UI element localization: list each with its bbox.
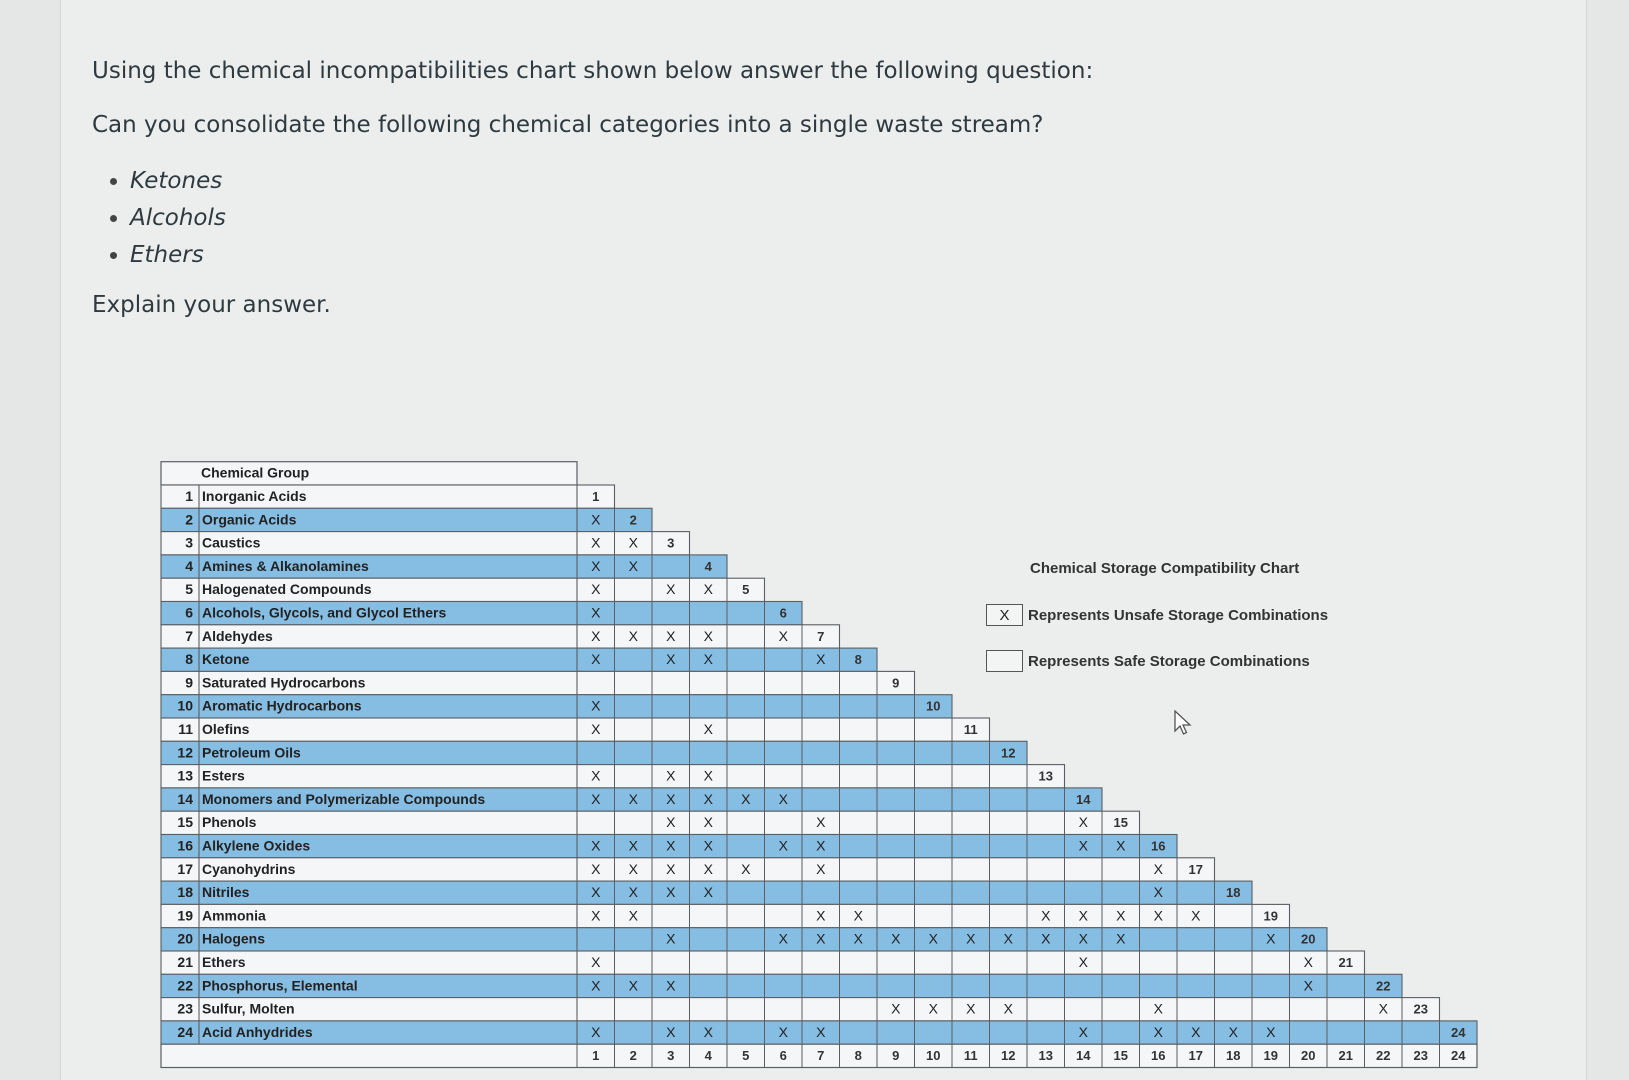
incompatible-mark: X	[816, 651, 826, 668]
legend-unsafe-label: Represents Unsafe Storage Combinations	[1028, 607, 1329, 624]
row-group-name: Petroleum Oils	[202, 744, 301, 761]
row-group-name: Monomers and Polymerizable Compounds	[202, 790, 486, 807]
incompatible-mark: X	[816, 907, 826, 924]
incompatible-mark: X	[591, 790, 601, 807]
incompatible-mark: X	[1116, 907, 1126, 924]
row-group-name: Olefins	[202, 721, 250, 737]
incompatible-mark: X	[1191, 907, 1201, 924]
table-row	[161, 788, 1102, 811]
incompatible-mark: X	[591, 511, 601, 528]
diagonal-label: 6	[779, 605, 787, 621]
incompatible-mark: X	[741, 790, 751, 807]
incompatible-mark: X	[816, 1023, 826, 1040]
row-group-name: Organic Acids	[202, 511, 297, 528]
diagonal-label: 16	[1151, 838, 1166, 854]
diagonal-label: 22	[1376, 978, 1391, 994]
row-number: 22	[177, 977, 193, 994]
table-row	[161, 555, 727, 578]
incompatible-mark: X	[703, 1023, 713, 1040]
row-number: 12	[177, 744, 193, 761]
incompatible-mark: X	[778, 837, 788, 854]
incompatible-mark: X	[1303, 954, 1313, 970]
incompatible-mark: X	[966, 1000, 976, 1017]
row-group-name: Alkylene Oxides	[202, 837, 311, 854]
column-number: 7	[817, 1048, 825, 1064]
incompatible-mark: X	[591, 907, 601, 924]
bullet-icon	[110, 215, 117, 222]
incompatible-mark: X	[1003, 1000, 1013, 1017]
column-number: 20	[1301, 1048, 1316, 1064]
incompatible-mark: X	[741, 860, 751, 877]
incompatible-mark: X	[1303, 977, 1313, 994]
diagonal-label: 23	[1413, 1001, 1428, 1017]
diagonal-label: 1	[592, 489, 600, 504]
column-number: 10	[926, 1048, 941, 1064]
row-number: 20	[177, 930, 193, 947]
column-number: 19	[1263, 1048, 1278, 1064]
table-row	[161, 648, 877, 671]
incompatible-mark: X	[666, 977, 676, 994]
diagonal-label: 9	[892, 675, 900, 691]
incompatible-mark: X	[703, 814, 713, 831]
row-number: 19	[177, 907, 193, 924]
row-number: 8	[185, 651, 193, 668]
column-number: 3	[667, 1048, 675, 1064]
incompatible-mark: X	[853, 930, 863, 947]
incompatible-mark: X	[1116, 837, 1126, 854]
incompatible-mark: X	[778, 1023, 788, 1040]
incompatible-mark: X	[1078, 814, 1088, 831]
incompatible-mark: X	[966, 930, 976, 947]
row-number: 9	[185, 674, 193, 691]
incompatible-mark: X	[778, 930, 788, 947]
table-row	[161, 881, 1252, 904]
incompatible-mark: X	[1266, 930, 1276, 947]
column-number: 5	[742, 1048, 750, 1064]
incompatible-mark: X	[628, 534, 638, 551]
row-group-name: Sulfur, Molten	[202, 1000, 295, 1017]
incompatible-mark: X	[591, 1023, 601, 1040]
row-number: 5	[185, 581, 193, 598]
list-item	[110, 168, 226, 205]
list-item	[110, 205, 226, 242]
incompatible-mark: X	[1078, 907, 1088, 924]
header-label: Chemical Group	[201, 464, 310, 481]
table-row	[161, 1021, 1477, 1044]
row-number: 4	[185, 557, 193, 574]
incompatible-mark: X	[928, 930, 938, 947]
incompatible-mark: X	[666, 627, 676, 644]
incompatible-mark: X	[628, 884, 638, 901]
table-row	[161, 974, 1402, 997]
row-number: 6	[185, 604, 193, 621]
row-group-name: Acid Anhydrides	[202, 1023, 313, 1040]
table-row	[161, 858, 1215, 881]
table-row	[161, 508, 652, 531]
row-group-name: Cyanohydrins	[202, 860, 296, 877]
incompatible-mark: X	[1153, 1000, 1163, 1017]
row-background	[161, 951, 1365, 974]
diagonal-label: 11	[963, 722, 978, 737]
incompatible-mark: X	[628, 977, 638, 994]
row-group-name: Esters	[202, 767, 245, 784]
row-group-name: Ammonia	[202, 907, 266, 924]
incompatible-mark: X	[591, 884, 601, 901]
column-number: 12	[1001, 1048, 1016, 1064]
category-label: Alcohols	[130, 205, 226, 231]
column-number: 1	[592, 1048, 600, 1064]
legend-safe	[986, 650, 1406, 674]
diagonal-label: 24	[1451, 1024, 1466, 1040]
incompatible-mark: X	[1191, 1023, 1201, 1040]
row-group-name: Phenols	[202, 814, 257, 831]
incompatible-mark: X	[666, 930, 676, 947]
column-number: 18	[1226, 1048, 1241, 1064]
incompatible-mark: X	[591, 557, 601, 574]
row-number: 18	[177, 884, 193, 901]
row-group-name: Saturated Hydrocarbons	[202, 674, 366, 691]
table-row	[161, 951, 1365, 974]
column-number: 16	[1151, 1048, 1166, 1064]
incompatible-mark: X	[853, 907, 863, 924]
row-group-name: Ethers	[202, 954, 246, 970]
table-row	[161, 904, 1290, 927]
chart-title: Chemical Storage Compatibility Chart	[1030, 560, 1300, 577]
column-number: 2	[629, 1048, 637, 1064]
table-row	[161, 718, 990, 741]
row-background	[161, 811, 1140, 834]
category-label: Ethers	[130, 242, 204, 268]
diagonal-label: 21	[1338, 955, 1353, 970]
incompatible-mark: X	[666, 860, 676, 877]
diagonal-label: 19	[1263, 908, 1278, 924]
incompatible-mark: X	[703, 721, 713, 737]
incompatible-mark: X	[1153, 1023, 1163, 1040]
row-group-name: Halogenated Compounds	[202, 581, 372, 598]
column-number: 9	[892, 1048, 900, 1064]
incompatible-mark: X	[703, 767, 713, 784]
row-background	[161, 718, 990, 741]
diagonal-label: 15	[1113, 815, 1128, 831]
row-number: 3	[185, 534, 193, 551]
diagonal-label: 12	[1001, 745, 1016, 761]
row-number: 1	[185, 488, 193, 504]
incompatible-mark: X	[591, 977, 601, 994]
incompatible-mark: X	[591, 604, 601, 621]
incompatible-mark: X	[703, 837, 713, 854]
incompatible-mark: X	[666, 651, 676, 668]
incompatible-mark: X	[591, 697, 601, 714]
incompatible-mark: X	[1078, 930, 1088, 947]
table-row	[161, 835, 1177, 858]
row-group-name: Caustics	[202, 534, 261, 551]
incompatible-mark: X	[591, 767, 601, 784]
row-number: 16	[177, 837, 193, 854]
legend-x-swatch: X	[986, 604, 1023, 626]
incompatible-mark: X	[591, 721, 601, 737]
incompatible-mark: X	[591, 534, 601, 551]
row-number: 11	[178, 721, 193, 737]
diagonal-label: 10	[926, 698, 941, 714]
incompatible-mark: X	[666, 767, 676, 784]
incompatible-mark: X	[628, 790, 638, 807]
incompatible-mark: X	[891, 930, 901, 947]
incompatible-mark: X	[591, 954, 601, 970]
column-number: 22	[1376, 1048, 1391, 1064]
incompatible-mark: X	[1266, 1023, 1276, 1040]
bullet-icon	[110, 178, 117, 185]
bullet-icon	[110, 252, 117, 259]
mouse-pointer-icon	[1173, 710, 1193, 736]
incompatible-mark: X	[778, 790, 788, 807]
diagonal-label: 17	[1188, 861, 1203, 877]
table-row	[161, 602, 802, 625]
table-row	[161, 671, 915, 694]
row-number: 23	[177, 1000, 193, 1017]
column-number: 23	[1413, 1048, 1428, 1064]
column-number: 17	[1188, 1048, 1203, 1064]
incompatible-mark: X	[816, 930, 826, 947]
legend-safe-label: Represents Safe Storage Combinations	[1028, 653, 1310, 670]
incompatible-mark: X	[1078, 1023, 1088, 1040]
incompatible-mark: X	[666, 790, 676, 807]
incompatible-mark: X	[1153, 907, 1163, 924]
incompatible-mark: X	[666, 814, 676, 831]
category-label: Ketones	[130, 168, 223, 194]
legend-empty-swatch	[986, 650, 1023, 672]
incompatible-mark: X	[666, 1023, 676, 1040]
column-number: 8	[854, 1048, 862, 1064]
column-number-row	[161, 1044, 1477, 1067]
incompatible-mark: X	[1153, 884, 1163, 901]
incompatible-mark: X	[628, 860, 638, 877]
incompatible-mark: X	[591, 837, 601, 854]
diagonal-label: 8	[854, 652, 862, 668]
row-number: 14	[177, 790, 193, 807]
incompatible-mark: X	[1116, 930, 1126, 947]
incompatible-mark: X	[628, 837, 638, 854]
row-number: 13	[177, 767, 193, 784]
diagonal-label: 13	[1038, 768, 1053, 784]
row-group-name: Inorganic Acids	[202, 488, 307, 504]
question-intro: Using the chemical incompatibilities chart shown below answer the following question:	[92, 58, 1094, 84]
row-group-name: Amines & Alkanolamines	[202, 557, 369, 574]
incompatible-mark: X	[703, 651, 713, 668]
incompatible-mark: X	[816, 860, 826, 877]
incompatible-mark: X	[778, 627, 788, 644]
row-background	[161, 998, 1440, 1021]
table-row	[161, 811, 1140, 834]
row-background	[161, 765, 1065, 788]
incompatible-mark: X	[628, 627, 638, 644]
incompatible-mark: X	[703, 627, 713, 644]
incompatible-mark: X	[591, 627, 601, 644]
incompatible-mark: X	[1003, 930, 1013, 947]
question-prompt: Can you consolidate the following chemical categories into a single waste stream?	[92, 112, 1044, 138]
table-row	[161, 998, 1440, 1021]
table-row	[161, 928, 1327, 951]
row-group-name: Nitriles	[202, 884, 250, 901]
incompatible-mark: X	[1153, 860, 1163, 877]
column-number: 24	[1451, 1048, 1466, 1064]
row-number: 2	[185, 511, 193, 528]
row-number: 17	[177, 860, 193, 877]
incompatible-mark: X	[891, 1000, 901, 1017]
incompatible-mark: X	[666, 884, 676, 901]
row-group-name: Aldehydes	[202, 627, 273, 644]
row-number: 7	[185, 627, 193, 644]
row-background	[161, 858, 1215, 881]
incompatible-mark: X	[1078, 837, 1088, 854]
row-background	[161, 928, 1327, 951]
row-number: 24	[177, 1023, 193, 1040]
incompatible-mark: X	[1041, 907, 1051, 924]
diagonal-label: 14	[1076, 791, 1091, 807]
row-group-name: Halogens	[202, 930, 266, 947]
column-number: 4	[704, 1048, 712, 1064]
incompatible-mark: X	[628, 907, 638, 924]
column-number: 6	[779, 1048, 787, 1064]
column-number: 13	[1038, 1048, 1053, 1064]
legend-unsafe	[986, 604, 1406, 628]
table-row	[161, 741, 1027, 764]
category-list	[110, 168, 226, 279]
row-number: 21	[177, 954, 193, 970]
diagonal-label: 7	[817, 628, 825, 644]
incompatible-mark: X	[1078, 954, 1088, 970]
column-number: 11	[963, 1048, 978, 1064]
list-item	[110, 242, 226, 279]
explain-prompt: Explain your answer.	[92, 292, 331, 318]
table-row	[161, 625, 840, 648]
column-number: 21	[1338, 1048, 1353, 1064]
column-number: 14	[1076, 1048, 1091, 1064]
diagonal-label: 18	[1226, 885, 1241, 901]
incompatible-mark: X	[591, 860, 601, 877]
row-group-name: Aromatic Hydrocarbons	[202, 697, 362, 714]
row-group-name: Phosphorus, Elemental	[202, 977, 358, 994]
incompatible-mark: X	[703, 860, 713, 877]
incompatible-mark: X	[816, 814, 826, 831]
table-row	[161, 578, 765, 601]
table-row	[161, 695, 952, 718]
incompatible-mark: X	[666, 837, 676, 854]
incompatible-mark: X	[1041, 930, 1051, 947]
row-group-name: Ketone	[202, 651, 250, 668]
diagonal-label: 3	[667, 535, 675, 551]
incompatible-mark: X	[816, 837, 826, 854]
diagonal-label: 20	[1301, 931, 1316, 947]
incompatible-mark: X	[1378, 1000, 1388, 1017]
diagonal-label: 2	[629, 512, 637, 528]
incompatible-mark: X	[703, 790, 713, 807]
incompatible-mark: X	[703, 581, 713, 598]
diagonal-label: 5	[742, 582, 750, 598]
incompatible-mark: X	[628, 557, 638, 574]
row-number: 15	[177, 814, 193, 831]
incompatible-mark: X	[703, 884, 713, 901]
diagonal-label: 4	[704, 558, 712, 574]
incompatible-mark: X	[591, 651, 601, 668]
incompatible-mark: X	[591, 581, 601, 598]
incompatible-mark: X	[1228, 1023, 1238, 1040]
row-background	[161, 648, 877, 671]
row-number: 10	[177, 697, 193, 714]
table-row	[161, 532, 690, 555]
incompatible-mark: X	[666, 581, 676, 598]
table-row	[161, 765, 1065, 788]
table-row	[161, 485, 615, 508]
row-group-name: Alcohols, Glycols, and Glycol Ethers	[202, 604, 447, 621]
incompatible-mark: X	[928, 1000, 938, 1017]
column-number: 15	[1113, 1048, 1128, 1064]
